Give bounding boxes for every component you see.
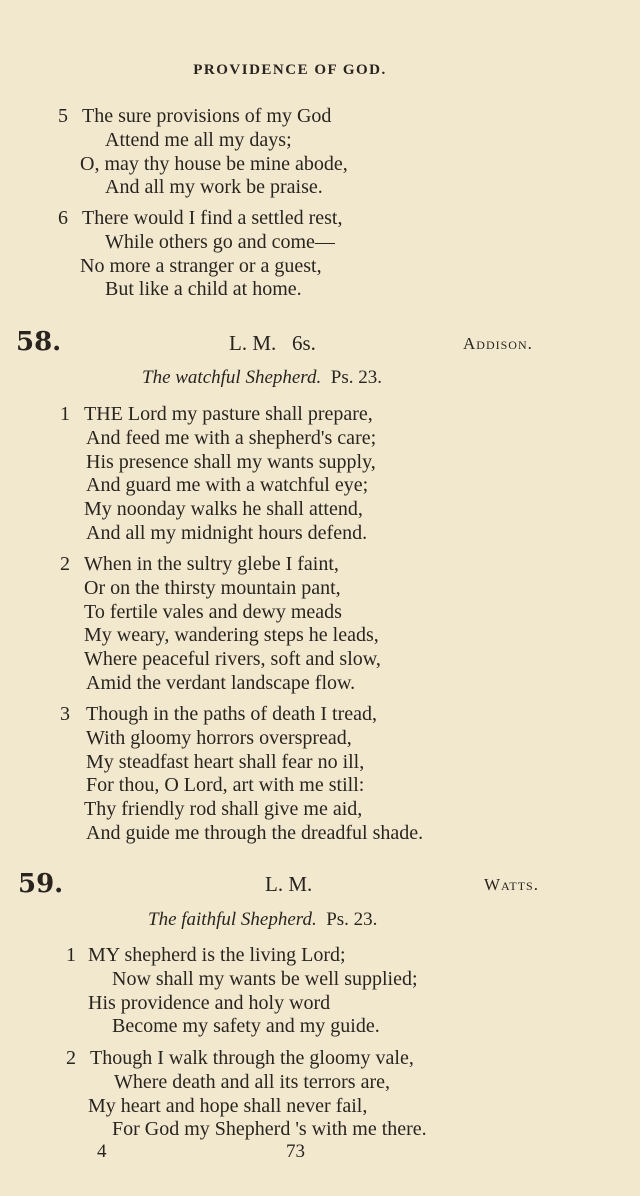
- verse-line: While others go and come—: [105, 230, 335, 253]
- verse-line: There would I find a settled rest,: [82, 207, 343, 229]
- verse-line: No more a stranger or a guest,: [80, 254, 322, 277]
- verse-line: Or on the thirsty mountain pant,: [84, 576, 341, 599]
- hymn-number: 58.: [16, 327, 62, 357]
- verse-line: His presence shall my wants supply,: [86, 450, 376, 473]
- hymn-subtitle: [148, 909, 377, 931]
- verse-line: MY shepherd is the living Lord;: [88, 944, 346, 966]
- verse-line: THE Lord my pasture shall prepare,: [84, 403, 373, 425]
- verse-line: My heart and hope shall never fail,: [88, 1094, 368, 1117]
- scripture-reference: Ps. 23.: [330, 367, 382, 388]
- running-head: PROVIDENCE OF GOD.: [193, 62, 387, 78]
- stanza-number: 2: [60, 553, 70, 575]
- hymn-meter: L. M.: [265, 872, 313, 896]
- verse-line: His providence and holy word: [88, 991, 331, 1014]
- stanza-number: 3: [60, 703, 70, 725]
- verse-line: Now shall my wants be well supplied;: [112, 967, 418, 990]
- verse-line: Become my safety and my guide.: [112, 1015, 380, 1038]
- hymn-author: Addison.: [463, 334, 533, 353]
- hymn-author: Watts.: [484, 875, 539, 894]
- stanza-number: 1: [60, 403, 70, 425]
- verse-line: Where death and all its terrors are,: [114, 1070, 390, 1093]
- verse-line: And all my midnight hours defend.: [86, 522, 368, 544]
- hymn-subtitle: [142, 367, 382, 389]
- page-number: 73: [286, 1141, 305, 1162]
- verse-line: With gloomy horrors overspread,: [86, 726, 352, 749]
- verse-line: When in the sultry glebe I faint,: [84, 553, 339, 575]
- stanza-number: 5: [58, 105, 68, 127]
- hymn-meter: L. M. 6s.: [229, 331, 316, 355]
- stanza-number: 1: [66, 944, 76, 966]
- verse-line: Thy friendly rod shall give me aid,: [84, 798, 363, 821]
- verse-line: For thou, O Lord, art with me still:: [86, 774, 365, 797]
- verse-line: My noonday walks he shall attend,: [84, 498, 363, 521]
- verse-line: And guide me through the dreadful shade.: [86, 822, 424, 844]
- verse-line: Attend me all my days;: [105, 128, 292, 151]
- verse-line: For God my Shepherd 's with me there.: [112, 1118, 427, 1141]
- verse-line: O, may thy house be mine abode,: [80, 152, 348, 175]
- verse-line: And all my work be praise.: [105, 176, 323, 199]
- verse-line: Though I walk through the gloomy vale,: [90, 1047, 414, 1069]
- hymn-number: 59.: [18, 869, 64, 899]
- verse-line: Where peaceful rivers, soft and slow,: [84, 648, 381, 671]
- signature-mark: 4: [97, 1141, 107, 1162]
- verse-line: The sure provisions of my God: [82, 105, 332, 127]
- hymn-title: The watchful Shepherd.: [142, 367, 322, 388]
- verse-line: But like a child at home.: [105, 278, 302, 301]
- scripture-reference: Ps. 23.: [326, 909, 378, 930]
- verse-line: To fertile vales and dewy meads: [84, 600, 342, 623]
- verse-line: My steadfast heart shall fear no ill,: [86, 750, 365, 773]
- verse-line: And guard me with a watchful eye;: [86, 474, 369, 497]
- hymn-title: The faithful Shepherd.: [148, 909, 317, 930]
- verse-line: And feed me with a shepherd's care;: [86, 426, 377, 449]
- stanza-number: 6: [58, 207, 68, 229]
- verse-line: My weary, wandering steps he leads,: [84, 624, 379, 647]
- stanza-number: 2: [66, 1047, 76, 1069]
- verse-line: Amid the verdant landscape flow.: [86, 672, 356, 694]
- verse-line: Though in the paths of death I tread,: [86, 703, 378, 725]
